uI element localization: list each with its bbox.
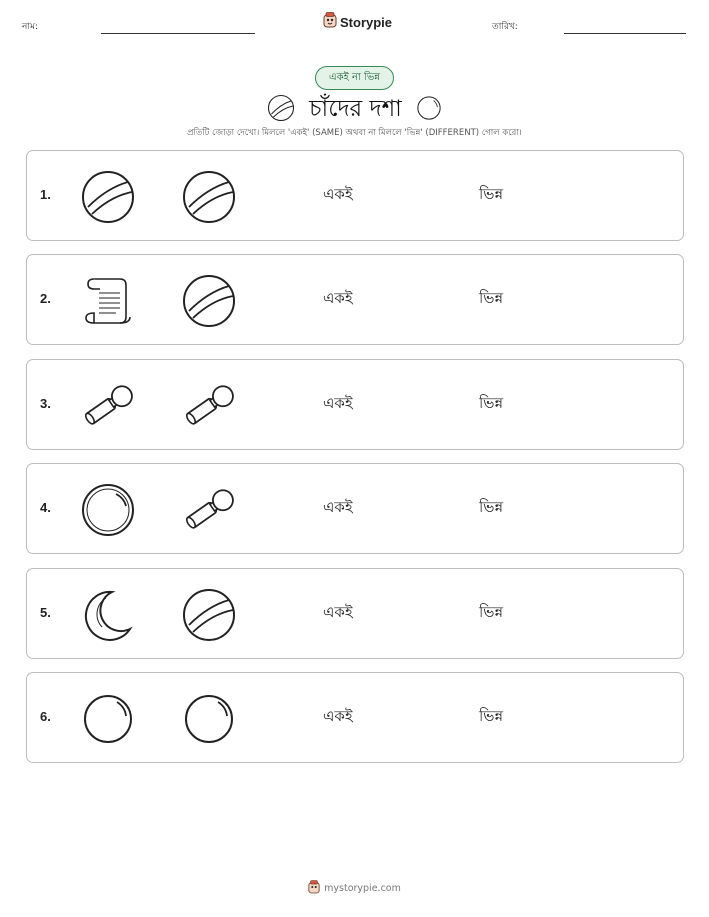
date-label: তারিখ: [492, 22, 518, 32]
scroll-icon [80, 273, 136, 329]
ball-icon [181, 273, 237, 329]
question-row [26, 568, 684, 659]
question-number: 3. [40, 395, 51, 411]
question-number: 4. [40, 500, 51, 516]
same-option[interactable]: একই [323, 185, 353, 203]
instructions: প্রতিটি জোড়া দেখো। মিললে 'একই' (SAME) অথবা না মিললে 'ভিন্ন' (DIFFERENT) গোল করো। [187, 128, 522, 138]
same-option[interactable]: একই [323, 602, 353, 621]
different-option[interactable]: ভিন্ন [479, 707, 504, 725]
ball-icon [267, 94, 295, 126]
same-option[interactable]: একই [323, 707, 353, 725]
footer [0, 880, 709, 897]
question-number: 5. [40, 604, 51, 620]
same-option[interactable]: একই [323, 498, 353, 517]
question-number: 1. [40, 187, 51, 202]
pin-icon [181, 378, 237, 434]
ball-icon [181, 169, 237, 225]
brand-logo [323, 12, 392, 32]
circle-icon [416, 95, 442, 125]
crescent-moon-icon [80, 587, 136, 643]
storypie-mascot-icon [308, 880, 320, 897]
name-label: নাম: [22, 22, 39, 32]
bubble-icon [80, 482, 136, 538]
name-field-line[interactable] [101, 33, 255, 34]
different-option[interactable]: ভিন্ন [479, 498, 504, 517]
question-row [26, 359, 684, 450]
full-moon-icon [80, 691, 136, 747]
title-row [0, 90, 709, 129]
ball-icon [80, 169, 136, 225]
question-row [26, 254, 684, 345]
worksheet-type-badge: একই না ভিন্ন [315, 66, 394, 90]
full-moon-icon [181, 691, 237, 747]
question-row [26, 672, 684, 763]
page-title: চাঁদের দশা [309, 96, 402, 122]
same-option[interactable]: একই [323, 393, 353, 412]
ball-icon [181, 587, 237, 643]
same-option[interactable]: একই [323, 289, 353, 308]
question-row [26, 150, 684, 241]
different-option[interactable]: ভিন্ন [479, 602, 504, 621]
date-field-line[interactable] [564, 33, 686, 34]
different-option[interactable]: ভিন্ন [479, 289, 504, 308]
different-option[interactable]: ভিন্ন [479, 393, 504, 412]
pin-icon [181, 482, 237, 538]
footer-url[interactable]: mystorypie.com [324, 883, 401, 894]
storypie-mascot-icon [323, 12, 337, 32]
different-option[interactable]: ভিন্ন [479, 185, 504, 203]
brand-name: Storypie [340, 14, 393, 30]
question-number: 2. [40, 291, 51, 307]
question-number: 6. [40, 709, 51, 724]
question-row [26, 463, 684, 554]
pin-icon [80, 378, 136, 434]
